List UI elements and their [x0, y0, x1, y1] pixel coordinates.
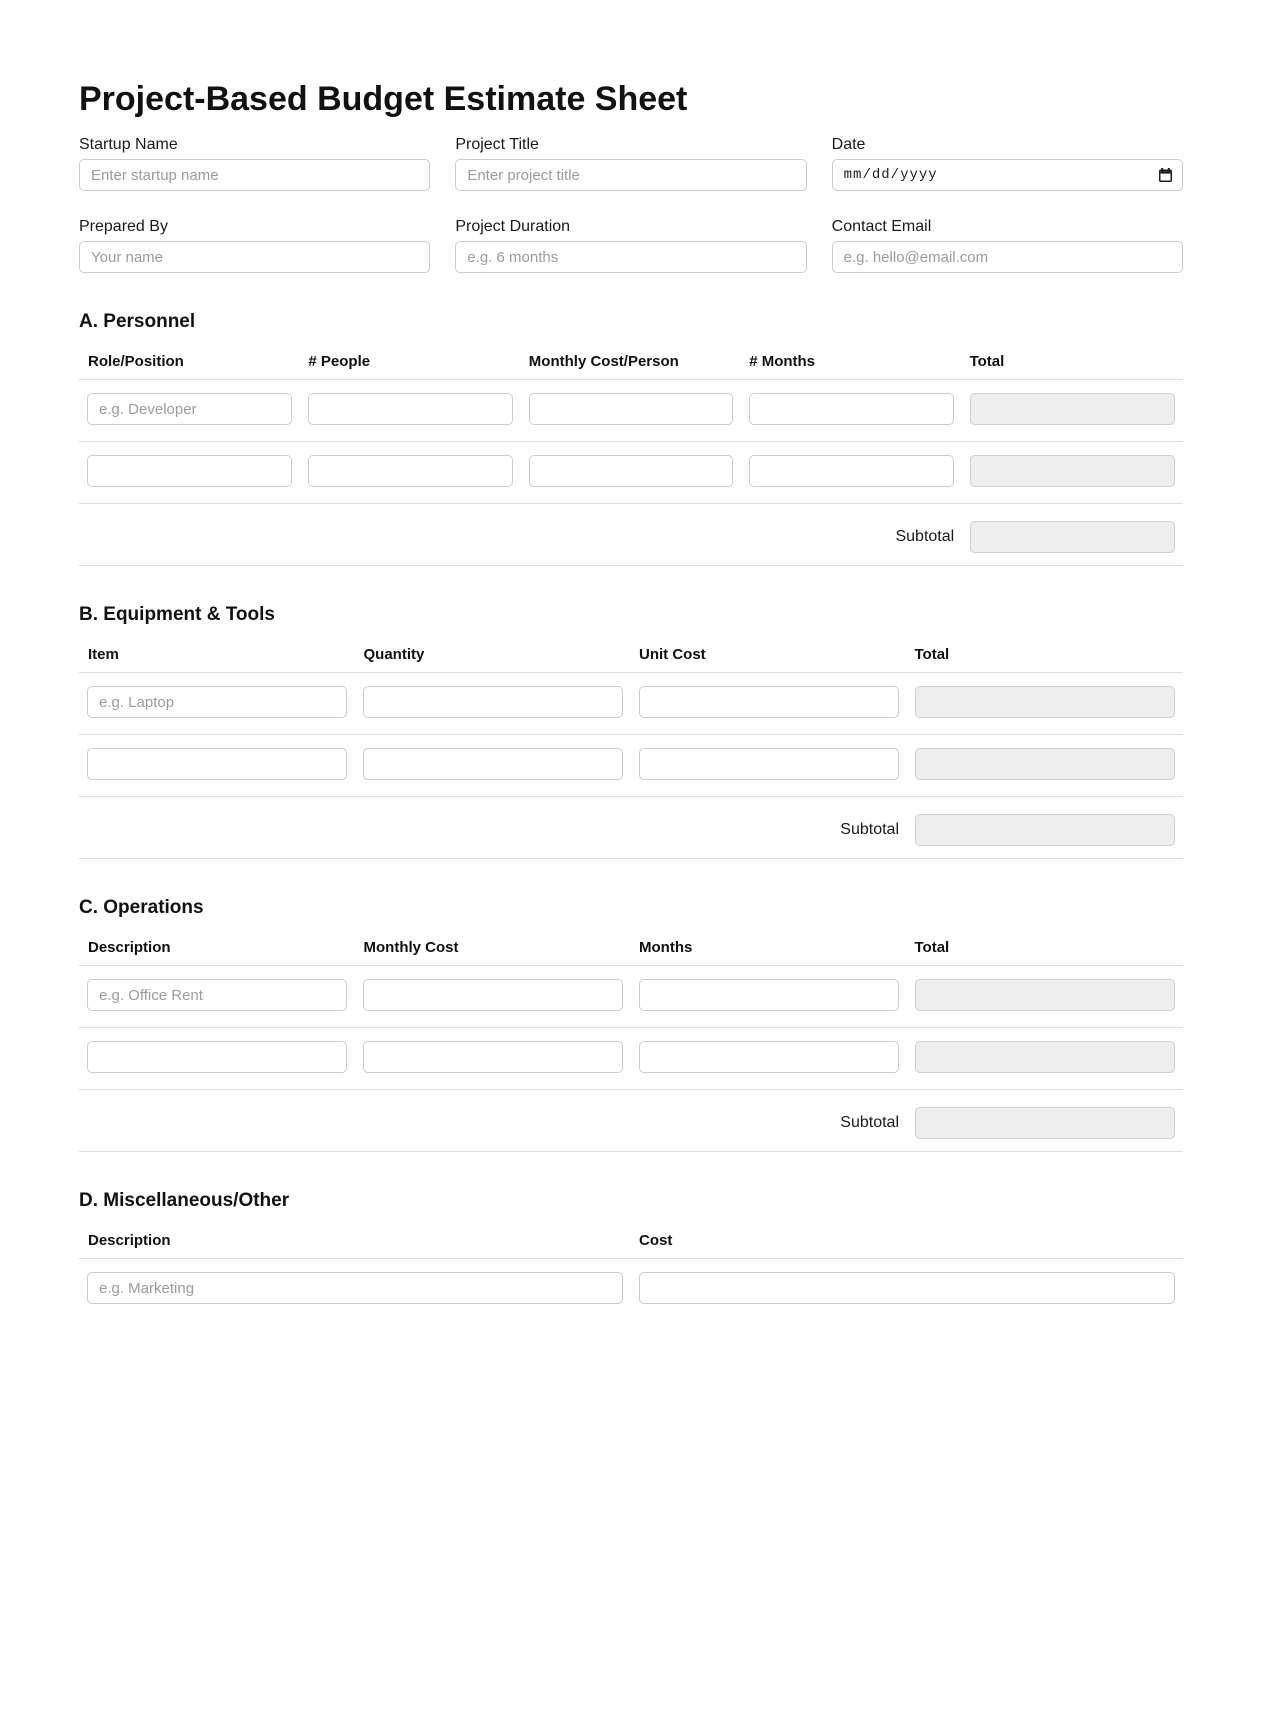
subtotal-label: Subtotal — [895, 528, 955, 546]
table-row — [79, 442, 1183, 504]
project-title-label: Project Title — [455, 136, 539, 154]
equipment-item-input-2[interactable] — [87, 748, 347, 780]
operations-total-output-1 — [915, 979, 1175, 1011]
equipment-unit-cost-input-1[interactable] — [639, 686, 899, 718]
date-input[interactable] — [832, 159, 1183, 191]
page-title: Project-Based Budget Estimate Sheet — [79, 80, 688, 118]
section-operations-heading: C. Operations — [79, 897, 204, 919]
prepared-by-input[interactable] — [79, 241, 430, 273]
project-duration-label: Project Duration — [455, 218, 571, 236]
equipment-quantity-input-2[interactable] — [363, 748, 623, 780]
equipment-subtotal-output — [915, 814, 1175, 846]
equipment-subtotal-row — [79, 797, 1183, 859]
personnel-cost-input-2[interactable] — [529, 455, 734, 487]
startup-name-input[interactable] — [79, 159, 430, 191]
operations-header-row — [79, 939, 1183, 966]
column-header-unit-cost: Unit Cost — [639, 646, 706, 664]
date-value: mm/dd/yyyy — [843, 167, 938, 184]
personnel-subtotal-row — [79, 504, 1183, 566]
date-label: Date — [831, 136, 866, 154]
misc-description-input-1[interactable] — [87, 1272, 623, 1304]
operations-monthly-cost-input-2[interactable] — [363, 1041, 623, 1073]
startup-name-label: Startup Name — [79, 136, 178, 154]
personnel-role-input-1[interactable] — [87, 393, 292, 425]
contact-email-label: Contact Email — [831, 218, 932, 236]
section-personnel-heading: A. Personnel — [79, 311, 196, 333]
project-title-input[interactable] — [455, 159, 806, 191]
operations-monthly-cost-input-1[interactable] — [363, 979, 623, 1011]
misc-header-row — [79, 1232, 1183, 1259]
field-contact-email — [832, 218, 1183, 273]
operations-subtotal-row — [79, 1090, 1183, 1152]
equipment-unit-cost-input-2[interactable] — [639, 748, 899, 780]
column-header-item: Item — [88, 646, 119, 664]
misc-cost-input-1[interactable] — [639, 1272, 1175, 1304]
calendar-icon[interactable] — [1158, 168, 1173, 183]
table-row — [79, 966, 1183, 1028]
personnel-months-input-2[interactable] — [749, 455, 954, 487]
personnel-role-input-2[interactable] — [87, 455, 292, 487]
personnel-months-input-1[interactable] — [749, 393, 954, 425]
column-header-cost: Cost — [639, 1232, 673, 1250]
table-row — [79, 380, 1183, 442]
operations-months-input-2[interactable] — [639, 1041, 899, 1073]
equipment-total-output-1 — [915, 686, 1175, 718]
personnel-header-row — [79, 353, 1183, 380]
project-duration-input[interactable] — [455, 241, 806, 273]
column-header-months: Months — [639, 939, 693, 957]
column-header-role-position: Role/Position — [88, 353, 184, 371]
column-header-description: Description — [88, 939, 171, 957]
operations-subtotal-output — [915, 1107, 1175, 1139]
operations-description-input-1[interactable] — [87, 979, 347, 1011]
top-fields — [79, 136, 1183, 273]
column-header-monthly-cost-person: Monthly Cost/Person — [528, 353, 679, 371]
subtotal-label: Subtotal — [840, 1114, 899, 1132]
column-header-total: Total — [914, 939, 950, 957]
contact-email-input[interactable] — [832, 241, 1183, 273]
section-equipment-heading: B. Equipment & Tools — [79, 604, 275, 626]
personnel-cost-input-1[interactable] — [529, 393, 734, 425]
table-row — [79, 1028, 1183, 1090]
operations-total-output-2 — [915, 1041, 1175, 1073]
equipment-quantity-input-1[interactable] — [363, 686, 623, 718]
field-project-title — [455, 136, 806, 191]
column-header-monthly-cost: Monthly Cost — [363, 939, 459, 957]
table-row — [79, 735, 1183, 797]
field-prepared-by — [79, 218, 430, 273]
personnel-total-output-2 — [970, 455, 1175, 487]
section-personnel — [79, 311, 1183, 566]
column-header-people: # People — [308, 353, 371, 371]
section-equipment — [79, 604, 1183, 859]
personnel-people-input-2[interactable] — [308, 455, 513, 487]
operations-months-input-1[interactable] — [639, 979, 899, 1011]
table-row — [79, 1259, 1183, 1320]
equipment-total-output-2 — [915, 748, 1175, 780]
personnel-people-input-1[interactable] — [308, 393, 513, 425]
column-header-months: # Months — [749, 353, 816, 371]
personnel-subtotal-output — [970, 521, 1175, 553]
section-operations — [79, 897, 1183, 1152]
equipment-header-row — [79, 646, 1183, 673]
personnel-total-output-1 — [970, 393, 1175, 425]
field-startup-name — [79, 136, 430, 191]
subtotal-label: Subtotal — [840, 821, 899, 839]
field-project-duration — [455, 218, 806, 273]
column-header-total: Total — [969, 353, 1005, 371]
column-header-total: Total — [914, 646, 950, 664]
prepared-by-label: Prepared By — [79, 218, 168, 236]
column-header-description: Description — [88, 1232, 171, 1250]
field-date — [832, 136, 1183, 191]
table-row — [79, 673, 1183, 735]
column-header-quantity: Quantity — [363, 646, 425, 664]
equipment-item-input-1[interactable] — [87, 686, 347, 718]
section-misc-heading: D. Miscellaneous/Other — [79, 1190, 290, 1212]
section-misc — [79, 1190, 1183, 1320]
operations-description-input-2[interactable] — [87, 1041, 347, 1073]
